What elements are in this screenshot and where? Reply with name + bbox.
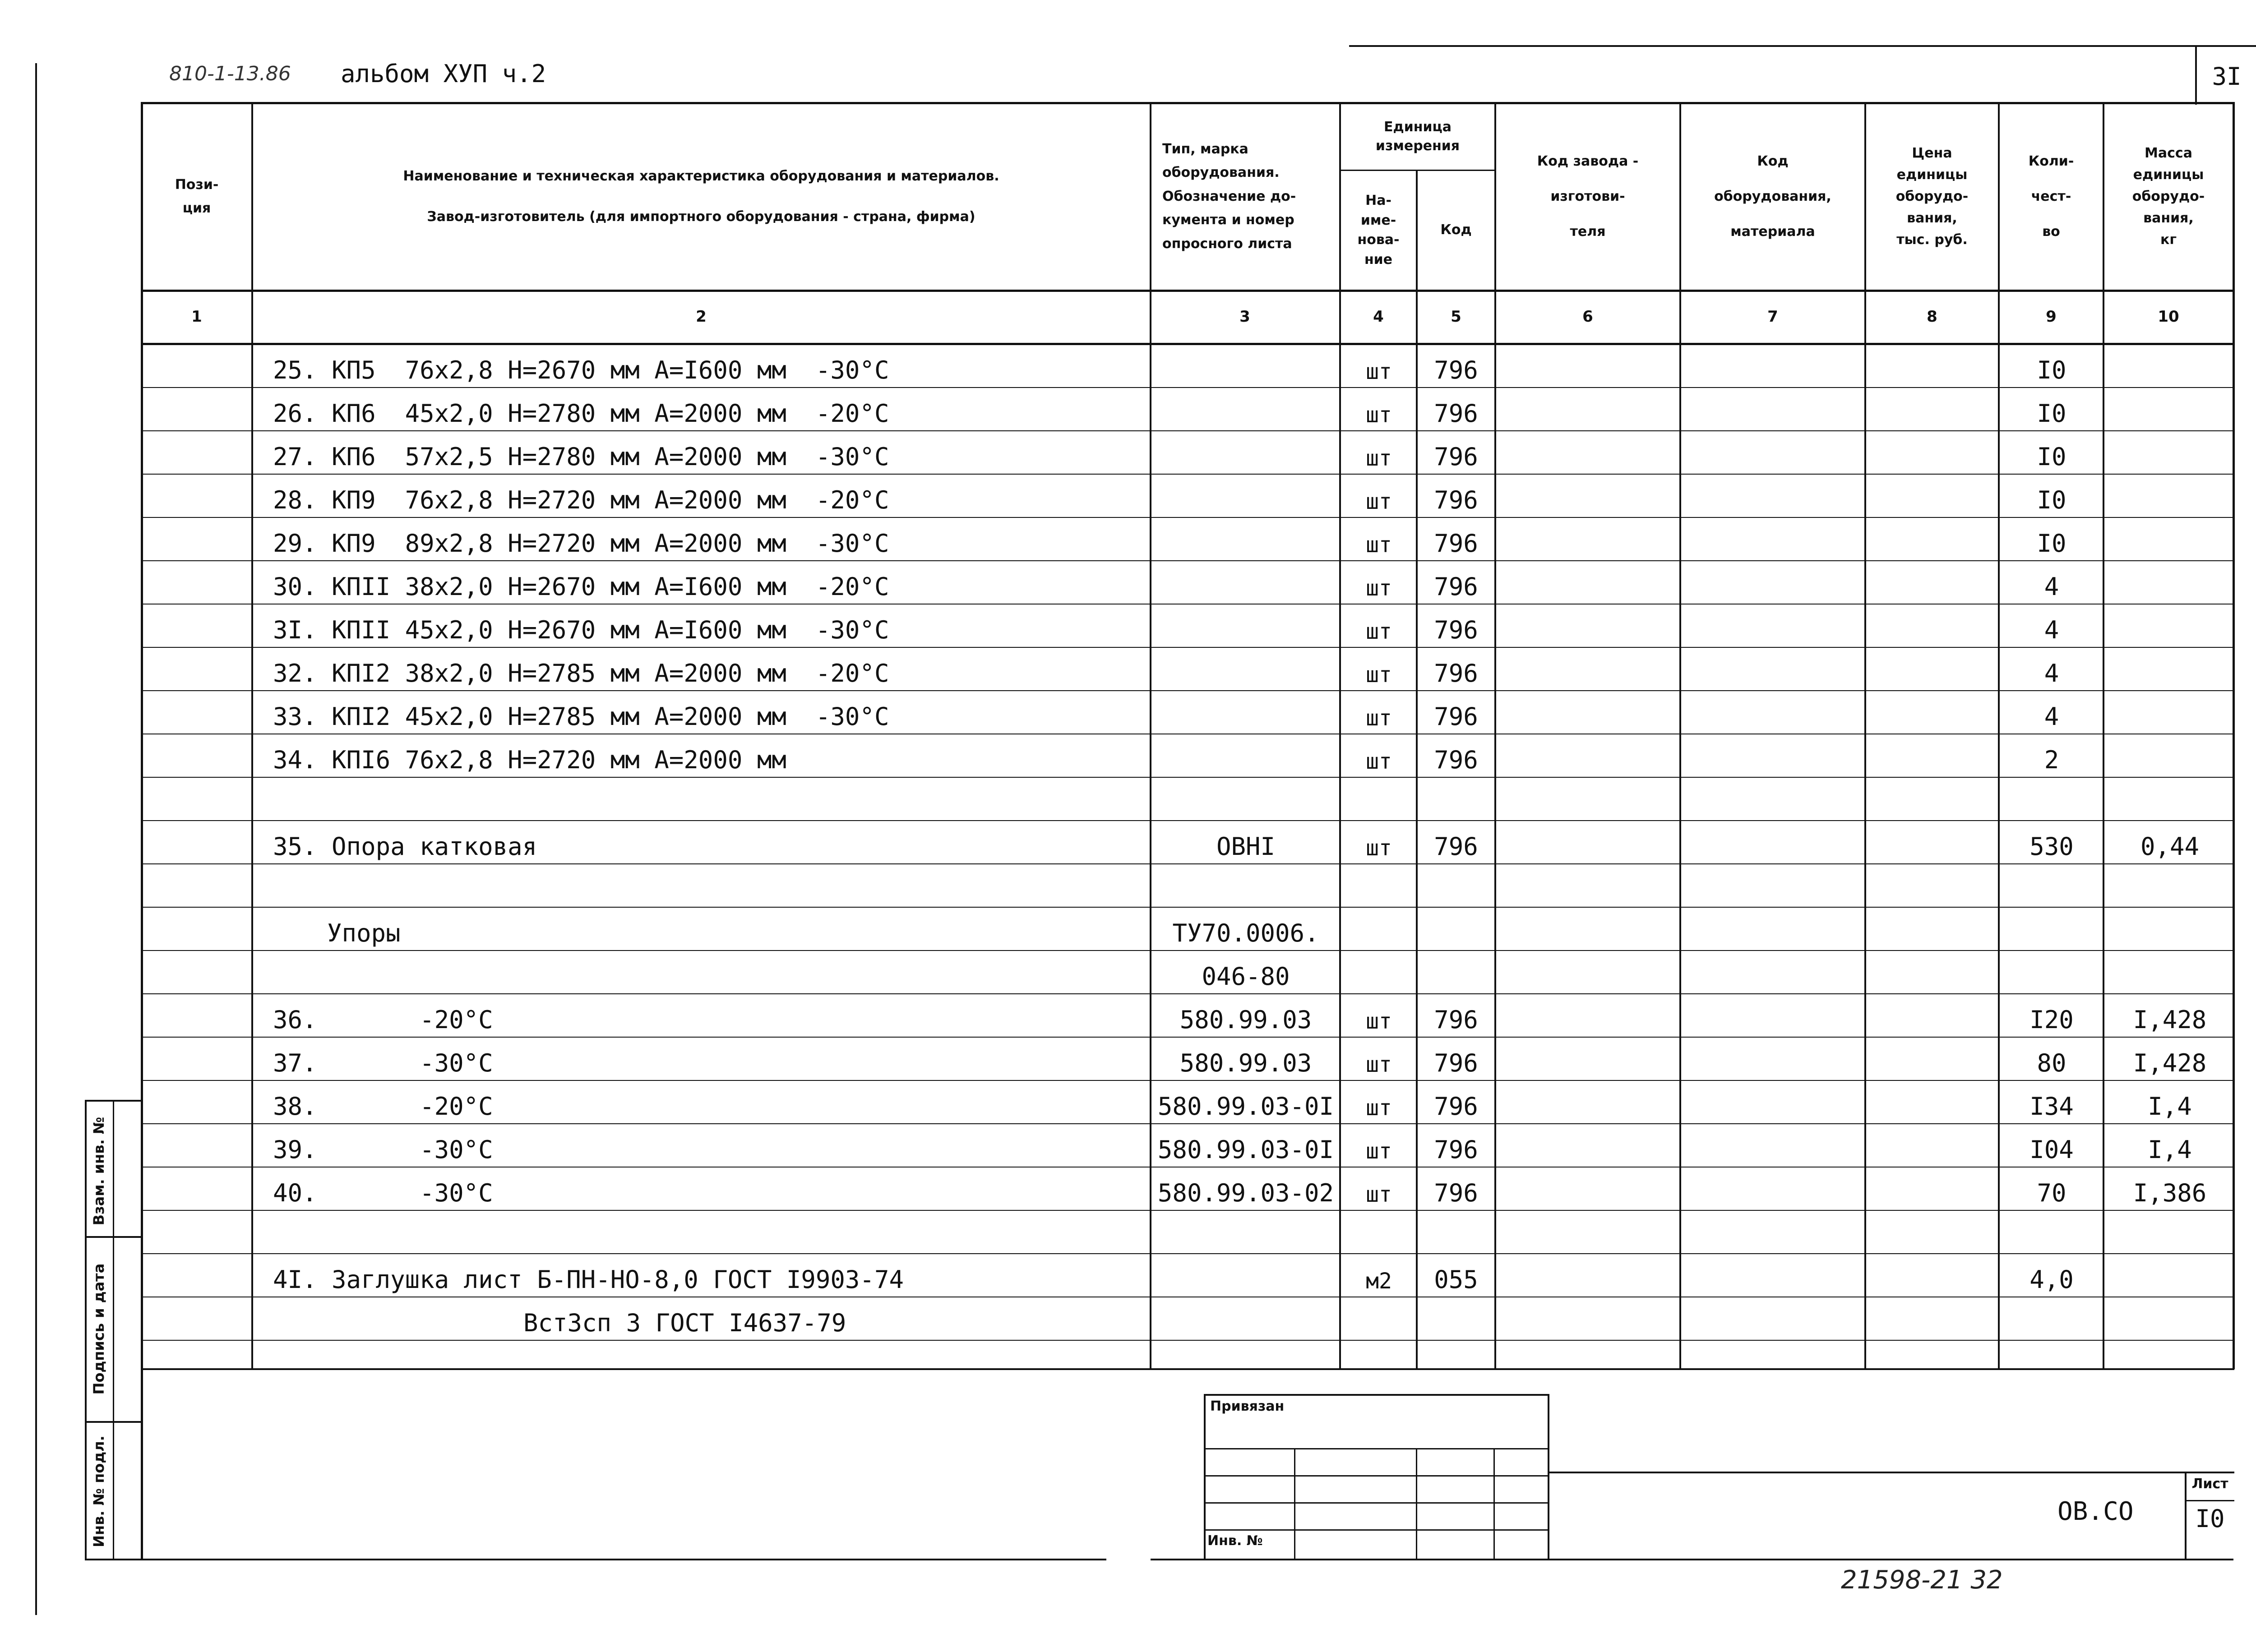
item-unit-code <box>1418 1298 1494 1342</box>
item-quantity: I0 <box>2037 529 2066 558</box>
item-name: 28. КП9 76x2,8 Н=2720 мм А=2000 мм -20°C <box>273 486 889 514</box>
item-quantity: 70 <box>2037 1179 2066 1207</box>
item-unit <box>1341 1212 1417 1255</box>
item-unit-code <box>1418 865 1494 909</box>
item-unit: шт <box>1366 1139 1392 1164</box>
item-name <box>273 1212 1148 1255</box>
item-mass: I,428 <box>2133 1049 2207 1077</box>
item-name: 35. Опора катковая <box>273 832 537 861</box>
item-unit-code: 796 <box>1434 832 1478 861</box>
item-unit-code: 796 <box>1434 746 1478 774</box>
item-type: ОВНI <box>1216 832 1276 861</box>
colnum-5: 5 <box>1451 308 1461 326</box>
item-quantity: 4 <box>2044 616 2059 644</box>
item-type: 046-80 <box>1202 962 1290 991</box>
item-name: 26. КП6 45x2,0 Н=2780 мм А=2000 мм -20°C <box>273 399 889 428</box>
item-name <box>273 779 1148 822</box>
item-unit-code <box>1418 779 1494 822</box>
item-quantity: 530 <box>2029 832 2074 861</box>
item-name: 30. КПII 38x2,0 Н=2670 мм А=I600 мм -20°C <box>273 572 889 601</box>
item-unit-code: 796 <box>1434 443 1478 471</box>
item-name: 33. КПI2 45x2,0 Н=2785 мм А=2000 мм -30°C <box>273 702 889 731</box>
item-unit: шт <box>1366 1009 1392 1034</box>
header-price: Цена единицы оборудо- вания, тыс. руб. <box>1895 145 1969 248</box>
header-position: Пози- ция <box>175 176 219 216</box>
side-label-signature-date: Подпись и дата <box>90 1263 107 1395</box>
item-unit <box>1341 1298 1417 1342</box>
item-quantity <box>2000 1298 2103 1342</box>
item-unit-code: 796 <box>1434 399 1478 428</box>
colnum-10: 10 <box>2158 308 2179 326</box>
item-unit <box>1341 909 1417 952</box>
item-type: 580.99.03 <box>1179 1006 1312 1034</box>
item-type <box>1151 605 1340 649</box>
item-type <box>1151 1212 1340 1255</box>
item-unit <box>1341 779 1417 822</box>
item-quantity <box>2000 779 2103 822</box>
header-equipment-code: Код оборудования, материала <box>1714 153 1831 240</box>
item-unit: шт <box>1366 1052 1392 1077</box>
item-mass <box>2104 1298 2235 1342</box>
header-unit-code: Код <box>1440 221 1472 238</box>
item-type: 580.99.03 <box>1179 1049 1312 1077</box>
item-mass: I,4 <box>2148 1135 2192 1164</box>
designation: ОВ.СО <box>2057 1497 2134 1526</box>
item-mass <box>2104 475 2235 519</box>
item-quantity <box>2000 909 2103 952</box>
item-unit-code: 796 <box>1434 1006 1478 1034</box>
sheet-number: I0 <box>2195 1504 2225 1533</box>
item-unit-code: 796 <box>1434 616 1478 644</box>
item-quantity: I20 <box>2029 1006 2074 1034</box>
item-type: ТУ70.0006. <box>1172 919 1319 947</box>
header-type: Тип, марка оборудования. Обозначение до- кумента и номер опросного листа <box>1162 141 1296 252</box>
header-name: Наименование и техническая характеристика оборудования и материалов. Завод-изготовитель (для импортного оборудования - страна, фирма) <box>403 168 999 225</box>
item-quantity: 4 <box>2044 659 2059 688</box>
item-unit-code: 796 <box>1434 529 1478 558</box>
privyazan-label: Привязан <box>1210 1398 1285 1414</box>
inv-number-label: Инв. № <box>1207 1533 1263 1549</box>
album-title: альбом ХУП ч.2 <box>341 60 546 88</box>
item-type <box>1151 735 1340 779</box>
item-type: 580.99.03-0I <box>1157 1092 1334 1121</box>
item-quantity <box>2000 1212 2103 1255</box>
item-mass <box>2104 1212 2235 1255</box>
item-unit-code: 796 <box>1434 486 1478 514</box>
item-unit: шт <box>1366 749 1392 774</box>
item-unit <box>1341 1342 1417 1385</box>
item-name <box>273 1342 1148 1385</box>
item-mass: 0,44 <box>2140 832 2200 861</box>
item-unit <box>1341 865 1417 909</box>
item-unit: шт <box>1366 619 1392 644</box>
item-type <box>1151 1342 1340 1385</box>
item-quantity: I04 <box>2029 1135 2074 1164</box>
item-mass <box>2104 346 2235 389</box>
page-number: 3I <box>2212 62 2242 91</box>
item-name: 37. -30°C <box>273 1049 493 1077</box>
header-unit-name: На- име- нова- ние <box>1357 193 1400 268</box>
item-type <box>1151 1298 1340 1342</box>
side-label-replacement-inv: Взам. инв. № <box>90 1117 107 1226</box>
item-unit-code: 055 <box>1434 1265 1478 1294</box>
item-name: 25. КП5 76x2,8 Н=2670 мм А=I600 мм -30°C <box>273 356 889 384</box>
item-quantity: I0 <box>2037 443 2066 471</box>
item-unit-code <box>1418 1342 1494 1385</box>
item-name: 39. -30°C <box>273 1135 493 1164</box>
item-quantity: I0 <box>2037 486 2066 514</box>
item-unit: шт <box>1366 662 1392 688</box>
colnum-7: 7 <box>1767 308 1778 326</box>
item-unit-code: 796 <box>1434 1135 1478 1164</box>
item-unit: шт <box>1366 532 1392 558</box>
item-unit: шт <box>1366 1095 1392 1121</box>
item-unit-code: 796 <box>1434 702 1478 731</box>
item-name: 27. КП6 57x2,5 Н=2780 мм А=2000 мм -30°C <box>273 443 889 471</box>
colnum-9: 9 <box>2046 308 2057 326</box>
header-mass: Масса единицы оборудо- вания, кг <box>2132 145 2205 248</box>
colnum-3: 3 <box>1239 308 1250 326</box>
item-name: 32. КПI2 38x2,0 Н=2785 мм А=2000 мм -20°C <box>273 659 889 688</box>
item-unit-code: 796 <box>1434 1179 1478 1207</box>
item-type <box>1151 649 1340 692</box>
item-type <box>1151 865 1340 909</box>
item-type <box>1151 562 1340 605</box>
item-name <box>273 865 1148 909</box>
item-unit-code: 796 <box>1434 659 1478 688</box>
item-unit-code <box>1418 952 1494 995</box>
item-quantity: 2 <box>2044 746 2059 774</box>
item-unit: м2 <box>1366 1269 1392 1294</box>
item-name: Упоры <box>327 919 401 947</box>
item-mass <box>2104 389 2235 432</box>
item-mass <box>2104 779 2235 822</box>
item-mass <box>2104 909 2235 952</box>
item-quantity: I34 <box>2029 1092 2074 1121</box>
item-type <box>1151 1255 1340 1298</box>
item-unit: шт <box>1366 446 1392 471</box>
item-name: ВстЗсп 3 ГОСТ I4637-79 <box>523 1309 846 1337</box>
item-unit: шт <box>1366 706 1392 731</box>
item-unit-code: 796 <box>1434 572 1478 601</box>
item-name: 36. -20°C <box>273 1006 493 1034</box>
item-unit: шт <box>1366 359 1392 384</box>
item-unit-code: 796 <box>1434 356 1478 384</box>
header-factory-code: Код завода - изготови- теля <box>1537 153 1639 240</box>
item-unit-code <box>1418 1212 1494 1255</box>
handwritten-code: 810-1-13.86 <box>169 62 291 85</box>
item-type <box>1151 692 1340 735</box>
item-type <box>1151 779 1340 822</box>
item-mass <box>2104 735 2235 779</box>
item-quantity: 4,0 <box>2029 1265 2074 1294</box>
item-quantity: I0 <box>2037 356 2066 384</box>
item-name: 4I. Заглушка лист Б-ПН-НО-8,0 ГОСТ I9903-74 <box>273 1265 904 1294</box>
item-quantity <box>2000 952 2103 995</box>
item-name: 38. -20°C <box>273 1092 493 1121</box>
item-unit: шт <box>1366 1182 1392 1207</box>
colnum-8: 8 <box>1927 308 1937 326</box>
item-mass <box>2104 865 2235 909</box>
item-name: 29. КП9 89x2,8 Н=2720 мм А=2000 мм -30°C <box>273 529 889 558</box>
colnum-6: 6 <box>1582 308 1593 326</box>
item-mass <box>2104 649 2235 692</box>
item-mass <box>2104 692 2235 735</box>
header-unit-group: Единица измерения <box>1375 119 1460 154</box>
item-unit-code <box>1418 909 1494 952</box>
item-mass <box>2104 605 2235 649</box>
side-label-original-inv: Инв. № подл. <box>90 1435 107 1547</box>
item-type: 580.99.03-02 <box>1157 1179 1334 1207</box>
item-name: 40. -30°C <box>273 1179 493 1207</box>
item-mass <box>2104 432 2235 475</box>
item-mass: I,4 <box>2148 1092 2192 1121</box>
item-unit: шт <box>1366 576 1392 601</box>
item-mass <box>2104 519 2235 562</box>
item-quantity: 4 <box>2044 572 2059 601</box>
item-mass: I,428 <box>2133 1006 2207 1034</box>
item-unit <box>1341 952 1417 995</box>
item-mass <box>2104 1255 2235 1298</box>
item-type: 580.99.03-0I <box>1157 1135 1334 1164</box>
item-mass <box>2104 1342 2235 1385</box>
item-name: 3I. КПII 45x2,0 Н=2670 мм А=I600 мм -30°C <box>273 616 889 644</box>
item-unit: шт <box>1366 489 1392 514</box>
item-unit: шт <box>1366 402 1392 428</box>
item-unit: шт <box>1366 835 1392 861</box>
item-type <box>1151 346 1340 389</box>
header-quantity: Коли- чест- во <box>2028 153 2074 240</box>
item-quantity: 80 <box>2037 1049 2066 1077</box>
item-quantity <box>2000 865 2103 909</box>
item-unit-code: 796 <box>1434 1092 1478 1121</box>
item-quantity: I0 <box>2037 399 2066 428</box>
item-type <box>1151 389 1340 432</box>
item-mass <box>2104 952 2235 995</box>
colnum-4: 4 <box>1373 308 1384 326</box>
item-type <box>1151 432 1340 475</box>
colnum-2: 2 <box>696 308 707 326</box>
item-mass: I,386 <box>2133 1179 2207 1207</box>
sheet-label: Лист <box>2191 1476 2228 1492</box>
item-unit-code: 796 <box>1434 1049 1478 1077</box>
colnum-1: 1 <box>191 308 202 326</box>
item-name: 34. КПI6 76x2,8 Н=2720 мм А=2000 мм <box>273 746 786 774</box>
item-mass <box>2104 562 2235 605</box>
item-type <box>1151 519 1340 562</box>
item-quantity <box>2000 1342 2103 1385</box>
bottom-archive-code: 21598-21 32 <box>1841 1565 2003 1595</box>
item-name <box>273 952 1148 995</box>
item-quantity: 4 <box>2044 702 2059 731</box>
item-type <box>1151 475 1340 519</box>
